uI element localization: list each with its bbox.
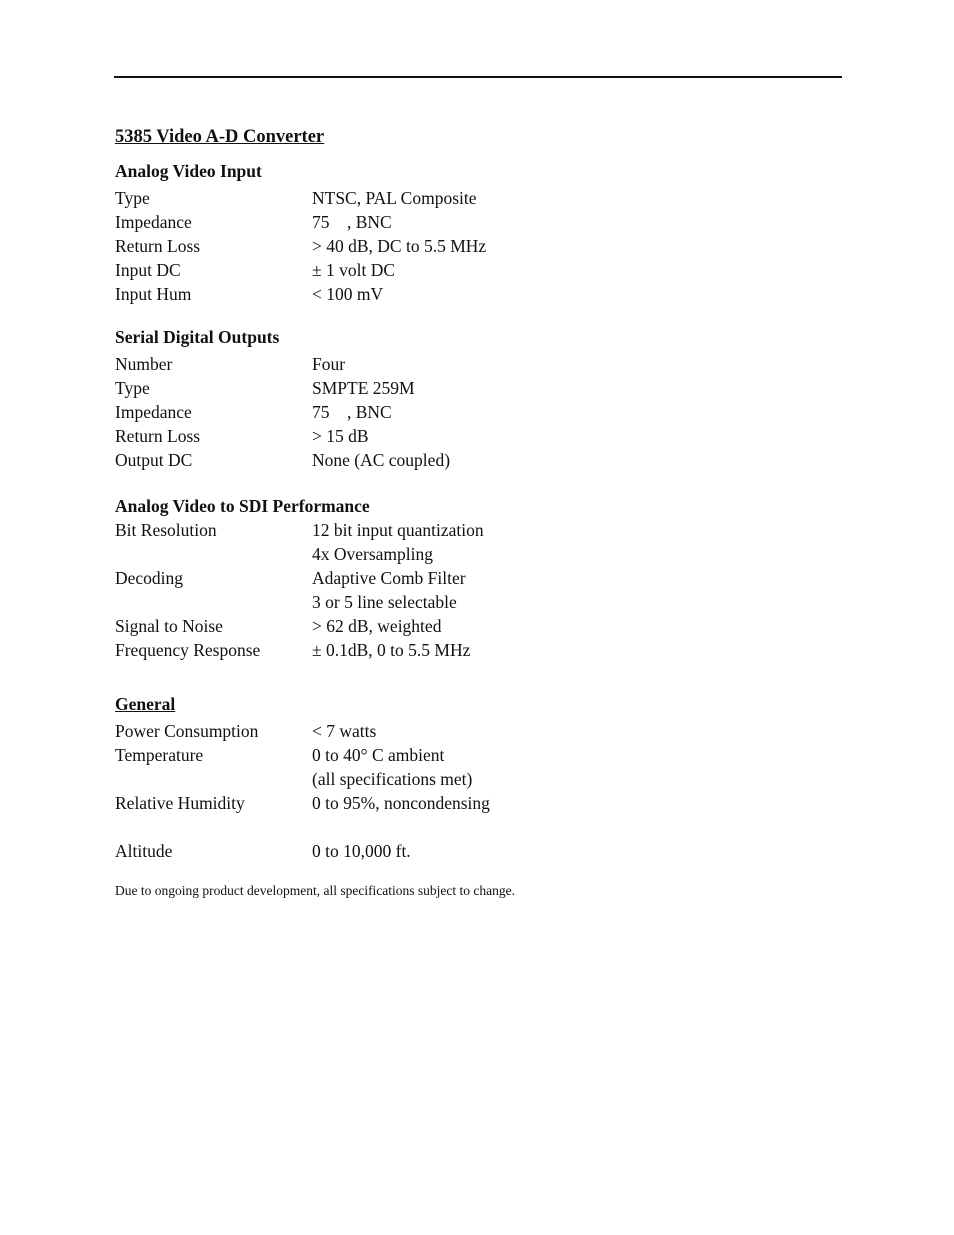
spec-value: 3 or 5 line selectable bbox=[312, 592, 457, 612]
spec-row bbox=[115, 791, 815, 815]
spec-label bbox=[115, 767, 312, 791]
spec-row bbox=[115, 258, 815, 282]
spec-row bbox=[115, 376, 815, 400]
spec-row bbox=[115, 424, 815, 448]
spec-row bbox=[115, 542, 815, 566]
spec-value: 0 to 40° C ambient bbox=[312, 745, 445, 765]
spec-value: Adaptive Comb Filter bbox=[312, 568, 466, 588]
spec-value: (all specifications met) bbox=[312, 769, 473, 789]
spec-value: > 62 dB, weighted bbox=[312, 616, 442, 636]
spec-label: Impedance bbox=[115, 212, 192, 232]
spec-value: Four bbox=[312, 354, 346, 374]
spec-label: Decoding bbox=[115, 568, 184, 588]
spec-rows bbox=[115, 352, 815, 472]
spec-label: Number bbox=[115, 354, 173, 374]
spec-row bbox=[115, 352, 815, 376]
spec-rows bbox=[115, 719, 815, 863]
spec-label: Altitude bbox=[115, 841, 173, 861]
spec-value: < 7 watts bbox=[312, 721, 377, 741]
spec-label: Type bbox=[115, 188, 150, 208]
spec-value: 75 , BNC bbox=[312, 402, 392, 422]
spec-row bbox=[115, 448, 815, 472]
page-title: 5385 Video A-D Converter bbox=[115, 127, 325, 147]
spec-label: Input Hum bbox=[115, 284, 192, 304]
spec-row bbox=[115, 638, 815, 662]
spec-value: 12 bit input quantization bbox=[312, 520, 484, 540]
spec-rows bbox=[115, 518, 815, 662]
section-heading: General bbox=[115, 694, 176, 714]
spec-label: Type bbox=[115, 378, 150, 398]
spec-label bbox=[115, 590, 312, 614]
spec-row bbox=[115, 743, 815, 767]
spec-label: Output DC bbox=[115, 450, 193, 470]
spec-label bbox=[115, 542, 312, 566]
spec-row bbox=[115, 234, 815, 258]
spec-row bbox=[115, 210, 815, 234]
spec-row bbox=[115, 815, 815, 839]
spec-row bbox=[115, 767, 815, 791]
spec-rows bbox=[115, 186, 815, 306]
spec-label: Temperature bbox=[115, 745, 204, 765]
spec-value: 4x Oversampling bbox=[312, 544, 434, 564]
spec-label: Frequency Response bbox=[115, 640, 261, 660]
spec-value: ± 0.1dB, 0 to 5.5 MHz bbox=[312, 640, 471, 660]
spec-row bbox=[115, 186, 815, 210]
spec-row bbox=[115, 518, 815, 542]
spec-value: SMPTE 259M bbox=[312, 378, 415, 398]
section-analog-video-to-sdi-performance bbox=[115, 494, 815, 662]
section-analog-video-input bbox=[115, 158, 815, 306]
spec-row bbox=[115, 839, 815, 863]
section-heading: Analog Video to SDI Performance bbox=[115, 496, 370, 516]
spec-label: Return Loss bbox=[115, 426, 201, 446]
spec-label: Signal to Noise bbox=[115, 616, 223, 636]
section-heading: Analog Video Input bbox=[115, 161, 262, 181]
spec-value: < 100 mV bbox=[312, 284, 384, 304]
spec-value: 0 to 95%, noncondensing bbox=[312, 793, 490, 813]
header-rule bbox=[114, 76, 842, 78]
section-serial-digital-outputs bbox=[115, 324, 815, 472]
spec-label: Return Loss bbox=[115, 236, 201, 256]
spec-label: Power Consumption bbox=[115, 721, 259, 741]
section-general bbox=[115, 691, 815, 863]
footnote: Due to ongoing product development, all specifications subject to change. bbox=[115, 883, 516, 898]
spec-value: > 15 dB bbox=[312, 426, 369, 446]
spec-row bbox=[115, 400, 815, 424]
section-heading: Serial Digital Outputs bbox=[115, 327, 280, 347]
spec-row bbox=[115, 566, 815, 590]
spec-row bbox=[115, 719, 815, 743]
spec-row bbox=[115, 282, 815, 306]
spec-value: 75 , BNC bbox=[312, 212, 392, 232]
spec-value: ± 1 volt DC bbox=[312, 260, 396, 280]
spec-label: Relative Humidity bbox=[115, 793, 245, 813]
spec-row bbox=[115, 590, 815, 614]
spec-sheet bbox=[115, 124, 815, 900]
spec-label: Bit Resolution bbox=[115, 520, 217, 540]
spec-value: > 40 dB, DC to 5.5 MHz bbox=[312, 236, 487, 256]
spec-value: NTSC, PAL Composite bbox=[312, 188, 477, 208]
spec-label: Input DC bbox=[115, 260, 181, 280]
spec-label: Impedance bbox=[115, 402, 192, 422]
spec-value: None (AC coupled) bbox=[312, 450, 451, 470]
spec-row bbox=[115, 614, 815, 638]
spec-value: 0 to 10,000 ft. bbox=[312, 841, 411, 861]
